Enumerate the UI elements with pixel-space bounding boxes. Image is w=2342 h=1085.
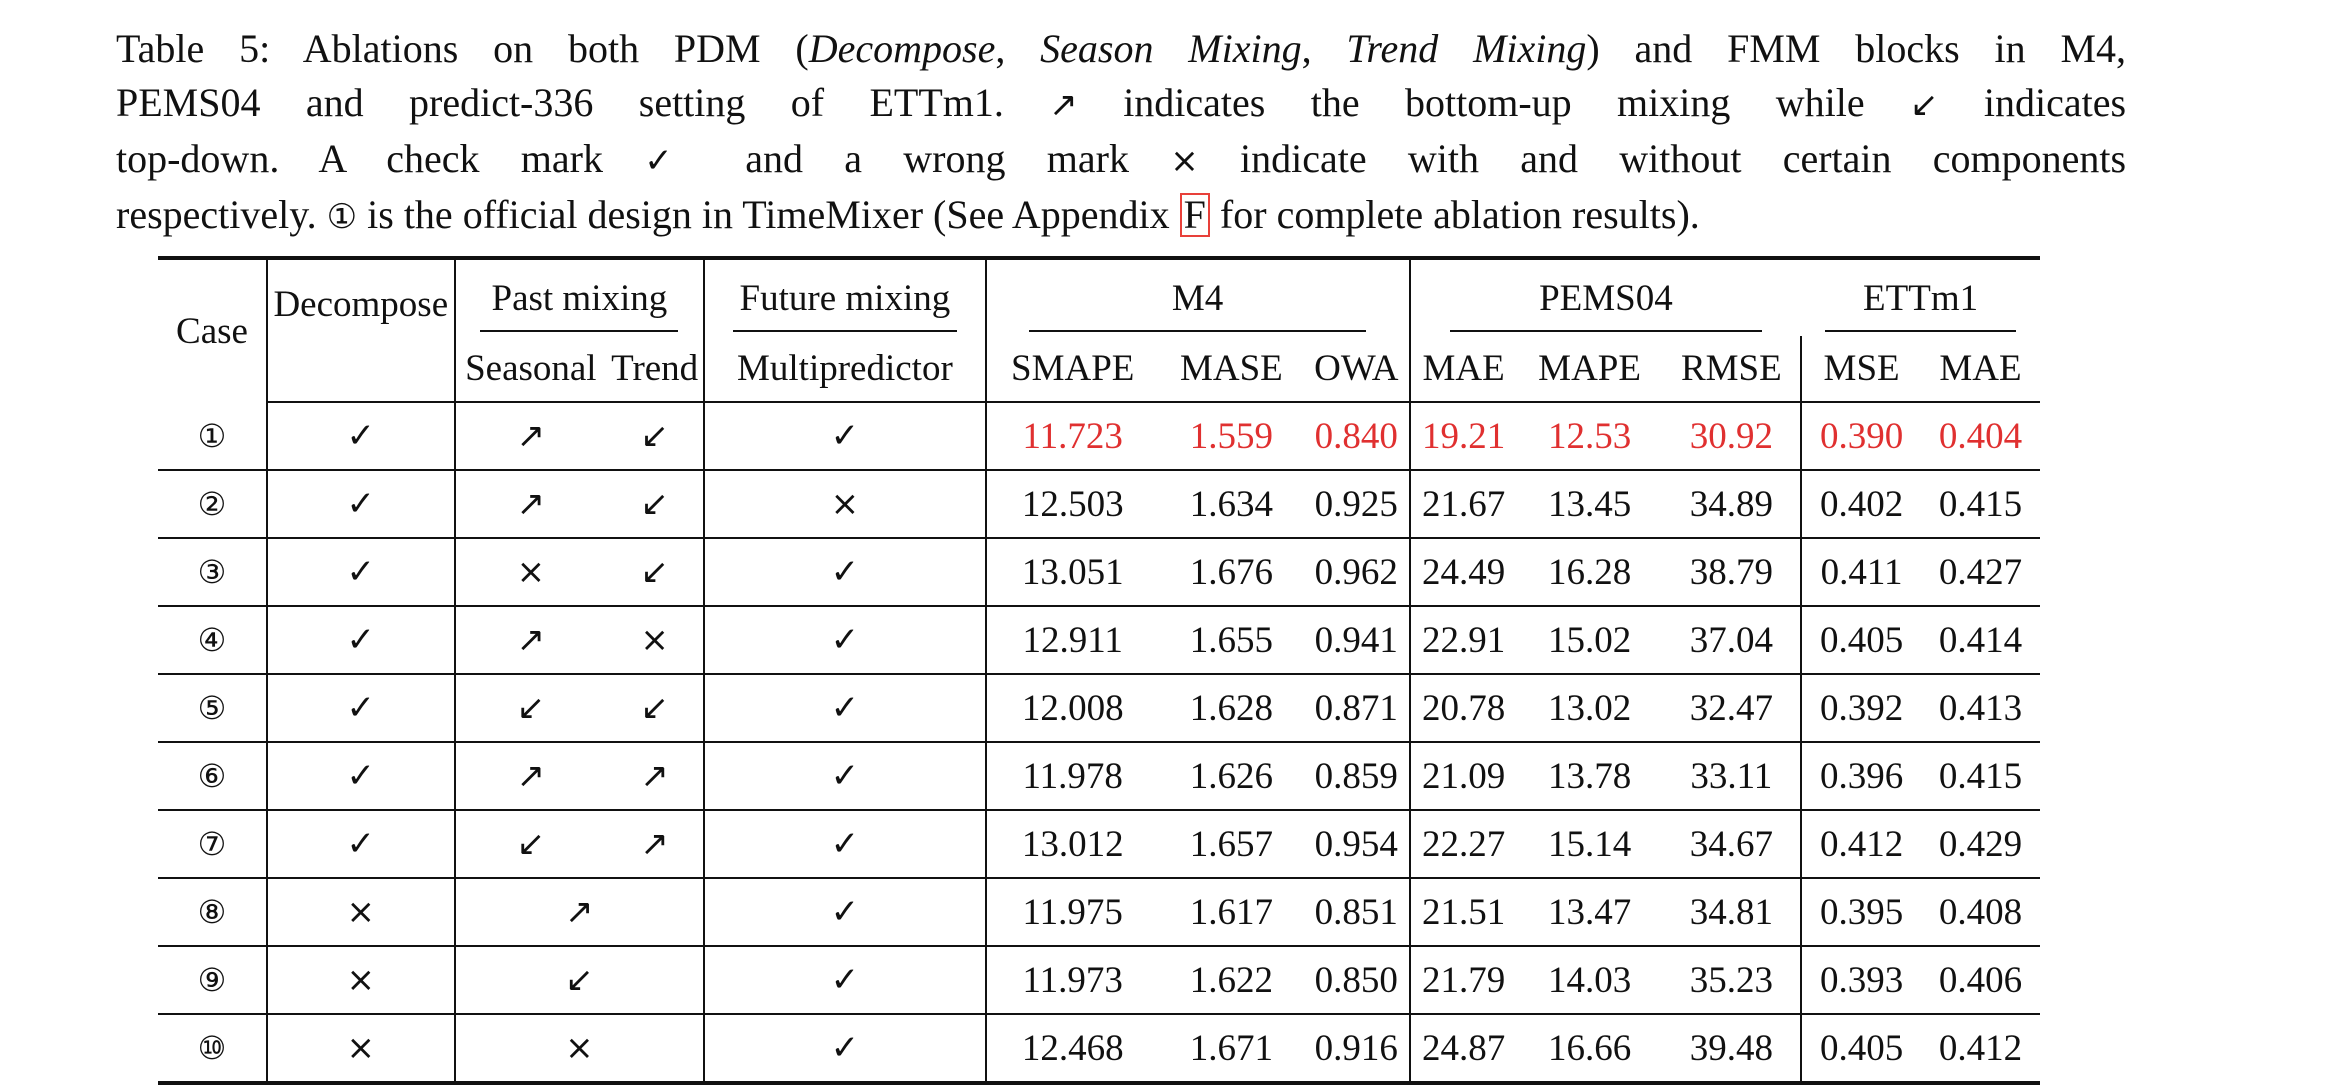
caption-text: respectively. — [116, 192, 317, 237]
caption-text: ) and FMM blocks in M4, — [1586, 26, 2127, 71]
decompose-mark: ✓ — [267, 674, 455, 742]
m4-owa-value: 0.916 — [1304, 1014, 1410, 1083]
multipredictor-mark: ✓ — [704, 810, 985, 878]
past-mixing-mark: ↗ — [455, 878, 705, 946]
case-number: ⑦ — [158, 810, 267, 878]
caption-text: , — [1301, 26, 1347, 71]
header-ett-mse: MSE — [1801, 336, 1921, 402]
m4-smape-value: 12.503 — [986, 470, 1159, 538]
ettm1-mse-value: 0.405 — [1801, 1014, 1921, 1083]
pems04-mae-value: 21.51 — [1410, 878, 1517, 946]
seasonal-mark: ↗ — [455, 606, 607, 674]
table-row — [158, 470, 2040, 538]
ablation-table — [158, 256, 2040, 1085]
past-mixing-mark: × — [455, 1014, 705, 1083]
trend-mark: ↙ — [640, 416, 669, 456]
m4-mase-value: 1.626 — [1159, 742, 1304, 810]
pems04-rmse-value: 34.81 — [1663, 878, 1802, 946]
header-decompose: Decompose — [267, 258, 455, 336]
caption-text: indicates the bottom-up mixing while — [1123, 80, 1865, 125]
ettm1-mse-value: 0.396 — [1801, 742, 1921, 810]
caption-text: indicates — [1983, 80, 2127, 125]
pems04-mape-value: 16.28 — [1517, 538, 1663, 606]
multipredictor-mark: ✓ — [704, 878, 985, 946]
table-row — [158, 878, 2040, 946]
m4-owa-value: 0.954 — [1304, 810, 1410, 878]
caption-line-2 — [116, 76, 2126, 132]
header-owa: OWA — [1304, 336, 1410, 402]
caption-text: Table 5: Ablations on both PDM ( — [116, 26, 809, 71]
m4-owa-value: 0.851 — [1304, 878, 1410, 946]
table-row — [158, 538, 2040, 606]
header-future-mixing: Future mixing — [704, 258, 985, 336]
decompose-mark: ✓ — [267, 810, 455, 878]
pems04-mape-value: 13.47 — [1517, 878, 1663, 946]
cross-mark-icon: × — [1170, 141, 1199, 181]
header-pems-mae: MAE — [1410, 336, 1517, 402]
case-number: ④ — [158, 606, 267, 674]
m4-owa-value: 0.941 — [1304, 606, 1410, 674]
m4-smape-value: 11.975 — [986, 878, 1159, 946]
m4-mase-value: 1.655 — [1159, 606, 1304, 674]
caption-text: , — [995, 26, 1041, 71]
seasonal-mark: ↗ — [455, 402, 607, 470]
m4-mase-value: 1.676 — [1159, 538, 1304, 606]
table-row — [158, 402, 2040, 470]
table-row — [158, 810, 2040, 878]
pems04-rmse-value: 32.47 — [1663, 674, 1802, 742]
case-number: ⑤ — [158, 674, 267, 742]
decompose-mark: × — [267, 946, 455, 1014]
pems04-rmse-value: 37.04 — [1663, 606, 1802, 674]
ettm1-mse-value: 0.412 — [1801, 810, 1921, 878]
m4-owa-value: 0.962 — [1304, 538, 1410, 606]
case-number: ⑨ — [158, 946, 267, 1014]
header-smape: SMAPE — [986, 336, 1159, 402]
table-row — [158, 946, 2040, 1014]
caption-text: and a wrong mark — [745, 136, 1129, 181]
pems04-mape-value: 15.02 — [1517, 606, 1663, 674]
pems04-mae-value: 20.78 — [1410, 674, 1517, 742]
ettm1-mae-value: 0.415 — [1921, 742, 2040, 810]
caption-text: top-down. A check mark — [116, 136, 603, 181]
header-ettm1: ETTm1 — [1801, 258, 2040, 336]
m4-mase-value: 1.617 — [1159, 878, 1304, 946]
caption-text: indicate with and without certain components — [1239, 136, 2127, 181]
bottom-up-arrow-icon: ↗ — [1049, 85, 1078, 125]
ettm1-mae-value: 0.415 — [1921, 470, 2040, 538]
caption-text: is the official design in TimeMixer (See Appendix — [367, 192, 1170, 237]
pems04-mae-value: 24.49 — [1410, 538, 1517, 606]
decompose-mark: ✓ — [267, 470, 455, 538]
trend-mark: ↙ — [606, 538, 704, 606]
past-mixing-mark: ↙ — [455, 946, 705, 1014]
pems04-mape-value: 13.45 — [1517, 470, 1663, 538]
pems04-rmse-value: 38.79 — [1663, 538, 1802, 606]
m4-smape-value: 11.723 — [986, 402, 1159, 470]
header-mase: MASE — [1159, 336, 1304, 402]
m4-owa-value: 0.871 — [1304, 674, 1410, 742]
multipredictor-mark: ✓ — [704, 538, 985, 606]
m4-mase-value: 1.559 — [1189, 415, 1274, 457]
header-ett-mae: MAE — [1921, 336, 2040, 402]
pems04-mae-value: 21.09 — [1410, 742, 1517, 810]
pems04-mae-value: 22.91 — [1410, 606, 1517, 674]
decompose-mark: × — [267, 1014, 455, 1083]
decompose-mark: ✓ — [267, 606, 455, 674]
m4-smape-value: 13.051 — [986, 538, 1159, 606]
ettm1-mae-value: 0.404 — [1938, 415, 2023, 457]
table-row — [158, 742, 2040, 810]
table-row — [158, 606, 2040, 674]
m4-smape-value: 13.012 — [986, 810, 1159, 878]
header-pems-mape: MAPE — [1517, 336, 1663, 402]
circled-one-icon: ① — [326, 197, 358, 237]
caption-line-4 — [116, 188, 2126, 244]
header-pems-rmse: RMSE — [1663, 336, 1802, 402]
header-m4: M4 — [986, 258, 1410, 336]
caption-italic-season-mixing: Season Mixing — [1040, 26, 1302, 71]
pems04-mape-value: 14.03 — [1517, 946, 1663, 1014]
pems04-mae-value: 24.87 — [1410, 1014, 1517, 1083]
multipredictor-mark: × — [704, 470, 985, 538]
ettm1-mse-value: 0.390 — [1801, 402, 1921, 470]
case-number: ② — [158, 470, 267, 538]
multipredictor-mark: ✓ — [704, 606, 985, 674]
caption-line-3 — [116, 132, 2126, 188]
ettm1-mae-value: 0.414 — [1921, 606, 2040, 674]
ettm1-mae-value: 0.406 — [1921, 946, 2040, 1014]
trend-mark: ↗ — [606, 742, 704, 810]
caption-italic-trend-mixing: Trend Mixing — [1346, 26, 1587, 71]
m4-smape-value: 11.978 — [986, 742, 1159, 810]
pems04-rmse-value: 34.89 — [1663, 470, 1802, 538]
trend-mark: × — [606, 606, 704, 674]
caption-line-1 — [116, 22, 2126, 76]
pems04-mae-value: 22.27 — [1410, 810, 1517, 878]
multipredictor-mark: ✓ — [704, 1014, 985, 1083]
m4-smape-value: 12.008 — [986, 674, 1159, 742]
header-multipredictor: Multipredictor — [704, 336, 985, 402]
m4-mase-value: 1.628 — [1159, 674, 1304, 742]
pems04-mape-value: 13.78 — [1517, 742, 1663, 810]
caption-text: PEMS04 and predict-336 setting of ETTm1. — [116, 80, 1004, 125]
seasonal-mark: ↙ — [455, 810, 607, 878]
multipredictor-mark: ✓ — [704, 946, 985, 1014]
header-past-mixing: Past mixing — [455, 258, 705, 336]
pems04-mape-value: 16.66 — [1517, 1014, 1663, 1083]
pems04-rmse-value: 33.11 — [1663, 742, 1802, 810]
seasonal-mark: ↗ — [455, 470, 607, 538]
m4-owa-value: 0.840 — [1314, 415, 1398, 457]
ettm1-mse-value: 0.395 — [1801, 878, 1921, 946]
appendix-f-link[interactable]: F — [1180, 193, 1210, 237]
pems04-rmse-value: 30.92 — [1689, 415, 1773, 457]
seasonal-mark: ↗ — [455, 742, 607, 810]
m4-smape-value: 12.911 — [986, 606, 1159, 674]
ettm1-mae-value: 0.427 — [1921, 538, 2040, 606]
multipredictor-mark: ✓ — [704, 402, 985, 470]
table-body — [158, 402, 2040, 1083]
ettm1-mse-value: 0.402 — [1801, 470, 1921, 538]
trend-mark: ↙ — [606, 674, 704, 742]
ettm1-mse-value: 0.393 — [1801, 946, 1921, 1014]
pems04-mape-value: 13.02 — [1517, 674, 1663, 742]
m4-owa-value: 0.850 — [1304, 946, 1410, 1014]
case-number: ⑧ — [158, 878, 267, 946]
ettm1-mae-value: 0.408 — [1921, 878, 2040, 946]
pems04-mape-value: 15.14 — [1517, 810, 1663, 878]
case-number: ⑩ — [158, 1014, 267, 1083]
ettm1-mae-value: 0.429 — [1921, 810, 2040, 878]
pems04-mae-value: 21.79 — [1410, 946, 1517, 1014]
header-pems04: PEMS04 — [1410, 258, 1801, 336]
ettm1-mae-value: 0.412 — [1921, 1014, 2040, 1083]
m4-owa-value: 0.859 — [1304, 742, 1410, 810]
trend-mark: ↙ — [606, 470, 704, 538]
trend-mark: ↗ — [606, 810, 704, 878]
ettm1-mse-value: 0.411 — [1801, 538, 1921, 606]
pems04-mae-value: 19.21 — [1410, 402, 1517, 470]
check-mark-icon: ✓ — [644, 141, 705, 181]
decompose-mark: × — [267, 878, 455, 946]
m4-mase-value: 1.622 — [1159, 946, 1304, 1014]
pems04-mae-value: 21.67 — [1410, 470, 1517, 538]
ettm1-mae-value: 0.413 — [1921, 674, 2040, 742]
ettm1-mse-value: 0.405 — [1801, 606, 1921, 674]
ettm1-mse-value: 0.392 — [1801, 674, 1921, 742]
seasonal-mark: ↙ — [455, 674, 607, 742]
caption-italic-decompose: Decompose — [808, 26, 996, 71]
caption-text: for complete ablation results). — [1219, 192, 1700, 237]
table-row — [158, 1014, 2040, 1083]
m4-owa-value: 0.925 — [1304, 470, 1410, 538]
pems04-rmse-value: 34.67 — [1663, 810, 1802, 878]
decompose-mark: ✓ — [267, 742, 455, 810]
seasonal-mark: × — [455, 538, 607, 606]
m4-mase-value: 1.671 — [1159, 1014, 1304, 1083]
table-row — [158, 674, 2040, 742]
m4-smape-value: 12.468 — [986, 1014, 1159, 1083]
m4-mase-value: 1.634 — [1159, 470, 1304, 538]
pems04-rmse-value: 35.23 — [1663, 946, 1802, 1014]
multipredictor-mark: ✓ — [704, 742, 985, 810]
table-caption — [116, 22, 2126, 244]
pems04-mape-value: 12.53 — [1547, 415, 1632, 457]
pems04-rmse-value: 39.48 — [1663, 1014, 1802, 1083]
m4-smape-value: 11.973 — [986, 946, 1159, 1014]
case-number: ③ — [158, 538, 267, 606]
multipredictor-mark: ✓ — [704, 674, 985, 742]
header-decompose-blank — [267, 336, 455, 402]
m4-mase-value: 1.657 — [1159, 810, 1304, 878]
header-trend: Trend — [606, 336, 704, 402]
decompose-mark: ✓ — [267, 402, 455, 470]
decompose-mark: ✓ — [267, 538, 455, 606]
case-number: ① — [197, 416, 227, 455]
header-seasonal: Seasonal — [455, 336, 607, 402]
case-number: ⑥ — [158, 742, 267, 810]
header-case: Case — [158, 258, 267, 402]
top-down-arrow-icon: ↙ — [1910, 85, 1939, 125]
